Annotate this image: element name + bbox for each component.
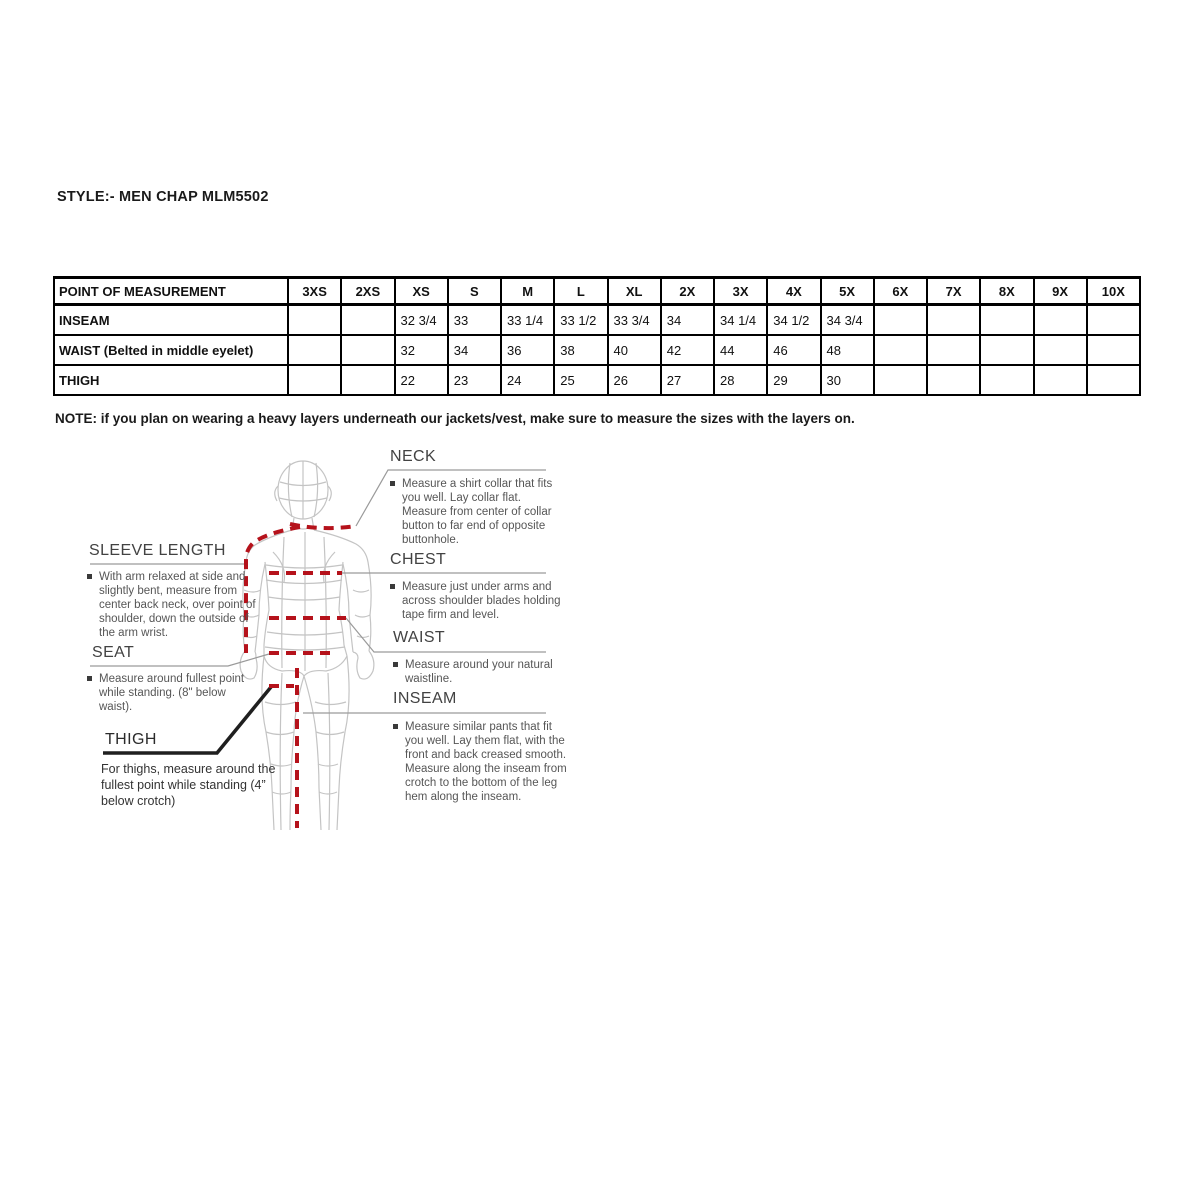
column-header-size: M xyxy=(501,278,554,305)
size-value-cell: 42 xyxy=(661,335,714,365)
hand-right xyxy=(353,651,374,679)
size-value-cell xyxy=(1087,335,1140,365)
size-value-cell: 26 xyxy=(608,365,661,395)
waist-heading: WAIST xyxy=(393,629,446,646)
size-value-cell: 25 xyxy=(554,365,607,395)
column-header-size: 4X xyxy=(767,278,820,305)
size-value-cell xyxy=(288,335,341,365)
note-text: NOTE: if you plan on wearing a heavy layers underneath our jackets/vest, make sure to measure the sizes with the layers on. xyxy=(55,411,855,426)
size-value-cell xyxy=(874,305,927,336)
column-header-size: 6X xyxy=(874,278,927,305)
size-value-cell: 36 xyxy=(501,335,554,365)
row-label: INSEAM xyxy=(54,305,288,336)
column-header-size: 5X xyxy=(821,278,874,305)
size-value-cell: 40 xyxy=(608,335,661,365)
column-header-size: XS xyxy=(395,278,448,305)
column-header-size: 7X xyxy=(927,278,980,305)
size-value-cell xyxy=(927,365,980,395)
page-title: STYLE:- MEN CHAP MLM5502 xyxy=(57,189,269,205)
column-header-size: S xyxy=(448,278,501,305)
size-value-cell: 34 3/4 xyxy=(821,305,874,336)
waist-leader-line xyxy=(346,618,546,652)
seat-description: Measure around fullest point while standing. (8" below waist). xyxy=(87,672,247,714)
column-header-size: 10X xyxy=(1087,278,1140,305)
size-value-cell: 23 xyxy=(448,365,501,395)
size-value-cell: 32 3/4 xyxy=(395,305,448,336)
bullet-square-icon xyxy=(87,574,92,579)
column-header-size: XL xyxy=(608,278,661,305)
thigh-heading: THIGH xyxy=(105,731,157,748)
neck-description: Measure a shirt collar that fits you well. Lay collar flat. Measure from center of collar button to far end of opposite buttonhole. xyxy=(390,477,558,547)
size-value-cell xyxy=(341,335,394,365)
size-value-cell xyxy=(980,365,1033,395)
size-value-cell: 30 xyxy=(821,365,874,395)
column-header-size: L xyxy=(554,278,607,305)
size-table-header-row xyxy=(54,278,1140,305)
size-value-cell xyxy=(341,365,394,395)
size-value-cell xyxy=(927,305,980,336)
size-value-cell: 22 xyxy=(395,365,448,395)
size-table-body xyxy=(54,305,1140,396)
size-value-cell xyxy=(288,305,341,336)
size-value-cell xyxy=(1034,335,1087,365)
row-label: THIGH xyxy=(54,365,288,395)
bullet-square-icon xyxy=(87,676,92,681)
size-value-cell xyxy=(1034,365,1087,395)
size-value-cell xyxy=(980,335,1033,365)
size-value-cell: 27 xyxy=(661,365,714,395)
size-value-cell xyxy=(341,305,394,336)
bullet-square-icon xyxy=(393,662,398,667)
size-value-cell: 33 1/4 xyxy=(501,305,554,336)
size-value-cell: 34 xyxy=(661,305,714,336)
table-row xyxy=(54,335,1140,365)
size-value-cell: 33 1/2 xyxy=(554,305,607,336)
size-value-cell xyxy=(1087,305,1140,336)
size-value-cell xyxy=(980,305,1033,336)
size-value-cell xyxy=(874,365,927,395)
size-value-cell: 29 xyxy=(767,365,820,395)
table-row xyxy=(54,365,1140,395)
size-value-cell: 34 1/4 xyxy=(714,305,767,336)
bullet-square-icon xyxy=(393,724,398,729)
size-value-cell: 24 xyxy=(501,365,554,395)
size-value-cell xyxy=(927,335,980,365)
row-label: WAIST (Belted in middle eyelet) xyxy=(54,335,288,365)
column-header-point-of-measurement: POINT OF MEASUREMENT xyxy=(54,278,288,305)
size-value-cell xyxy=(874,335,927,365)
column-header-size: 9X xyxy=(1034,278,1087,305)
column-header-size: 2X xyxy=(661,278,714,305)
size-value-cell xyxy=(1034,305,1087,336)
sleeve-length-description: With arm relaxed at side and slightly bent, measure from center back neck, over point of shoulder, down the outside of the arm wrist. xyxy=(87,570,267,640)
column-header-size: 3XS xyxy=(288,278,341,305)
bullet-square-icon xyxy=(390,481,395,486)
size-table xyxy=(53,276,1141,396)
bullet-square-icon xyxy=(390,584,395,589)
size-value-cell: 34 1/2 xyxy=(767,305,820,336)
measurement-diagram xyxy=(60,440,620,860)
size-value-cell: 28 xyxy=(714,365,767,395)
size-value-cell: 34 xyxy=(448,335,501,365)
column-header-size: 3X xyxy=(714,278,767,305)
chest-description: Measure just under arms and across shoulder blades holding tape firm and level. xyxy=(390,580,562,622)
sleeve-length-heading: SLEEVE LENGTH xyxy=(89,542,226,559)
size-value-cell xyxy=(288,365,341,395)
size-value-cell: 33 xyxy=(448,305,501,336)
neck-heading: NECK xyxy=(390,448,437,465)
table-row xyxy=(54,305,1140,336)
seat-heading: SEAT xyxy=(92,644,135,661)
size-value-cell: 48 xyxy=(821,335,874,365)
inseam-description: Measure similar pants that fit you well. Lay them flat, with the front and back creased smooth. Measure along the inseam from crotch to the bottom of the leg hem along the inseam. xyxy=(393,720,568,804)
chest-heading: CHEST xyxy=(390,551,447,568)
thigh-description: For thighs, measure around the fullest point while standing (4” below crotch) xyxy=(101,762,276,808)
size-value-cell: 46 xyxy=(767,335,820,365)
size-value-cell xyxy=(1087,365,1140,395)
inseam-heading: INSEAM xyxy=(393,690,457,707)
column-header-size: 2XS xyxy=(341,278,394,305)
size-value-cell: 44 xyxy=(714,335,767,365)
size-value-cell: 32 xyxy=(395,335,448,365)
size-value-cell: 33 3/4 xyxy=(608,305,661,336)
size-value-cell: 38 xyxy=(554,335,607,365)
column-header-size: 8X xyxy=(980,278,1033,305)
waist-description: Measure around your natural waistline. xyxy=(393,658,553,686)
